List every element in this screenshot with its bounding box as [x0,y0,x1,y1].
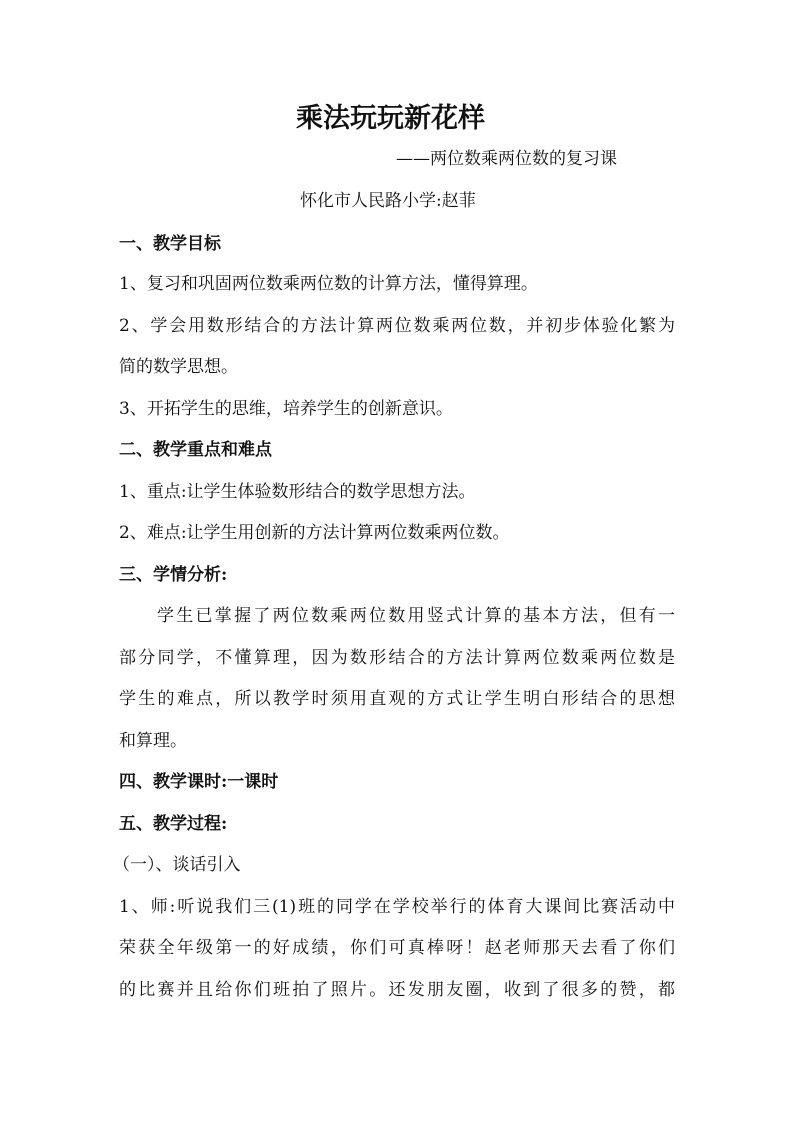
section-heading-key-points: 二、教学重点和难点 [119,440,272,460]
paragraph-line: 3、开拓学生的思维，培养学生的创新意识。 [119,399,453,419]
paragraph-line: 2、学会用数形结合的方法计算两位数乘两位数，并初步体验化繁为 [119,316,675,336]
section-heading-objectives: 一、教学目标 [119,234,221,254]
section-heading-process: 五、教学过程: [119,814,228,834]
document-subtitle: ——两位数乘两位数的复习课 [396,149,617,169]
paragraph-line: 1、复习和巩固两位数乘两位数的计算方法，懂得算理。 [119,274,538,294]
paragraph-line: 荣获全年级第一的好成绩，你们可真棒呀！赵老师那天去看了你们 [119,938,675,958]
paragraph-line: 学生已掌握了两位数乘两位数用竖式计算的基本方法，但有一 [157,606,675,626]
paragraph-line: 部分同学，不懂算理，因为数形结合的方法计算两位数乘两位数是 [119,648,675,668]
author-line: 怀化市人民路小学:赵菲 [300,191,476,211]
paragraph-line: 1、重点:让学生体验数形结合的数学思想方法。 [119,482,476,502]
section-heading-analysis: 三、学情分析: [119,565,228,585]
sub-heading: （一）、谈话引入 [113,855,241,875]
section-heading-class-hours: 四、教学课时:一课时 [119,772,279,792]
paragraph-line: 和算理。 [119,731,187,751]
paragraph-line: 简的数学思想。 [119,357,238,377]
paragraph-line: 2、难点:让学生用创新的方法计算两位数乘两位数。 [119,523,510,543]
paragraph-line: 1、师:听说我们三(1)班的同学在学校举行的体育大课间比赛活动中 [119,897,675,917]
paragraph-line: 学生的难点，所以教学时须用直观的方式让学生明白形结合的思想 [119,689,675,709]
paragraph-line: 的比赛并且给你们班拍了照片。还发朋友圈，收到了很多的赞，都 [119,980,675,1000]
document-title: 乘法玩玩新花样 [296,103,485,134]
